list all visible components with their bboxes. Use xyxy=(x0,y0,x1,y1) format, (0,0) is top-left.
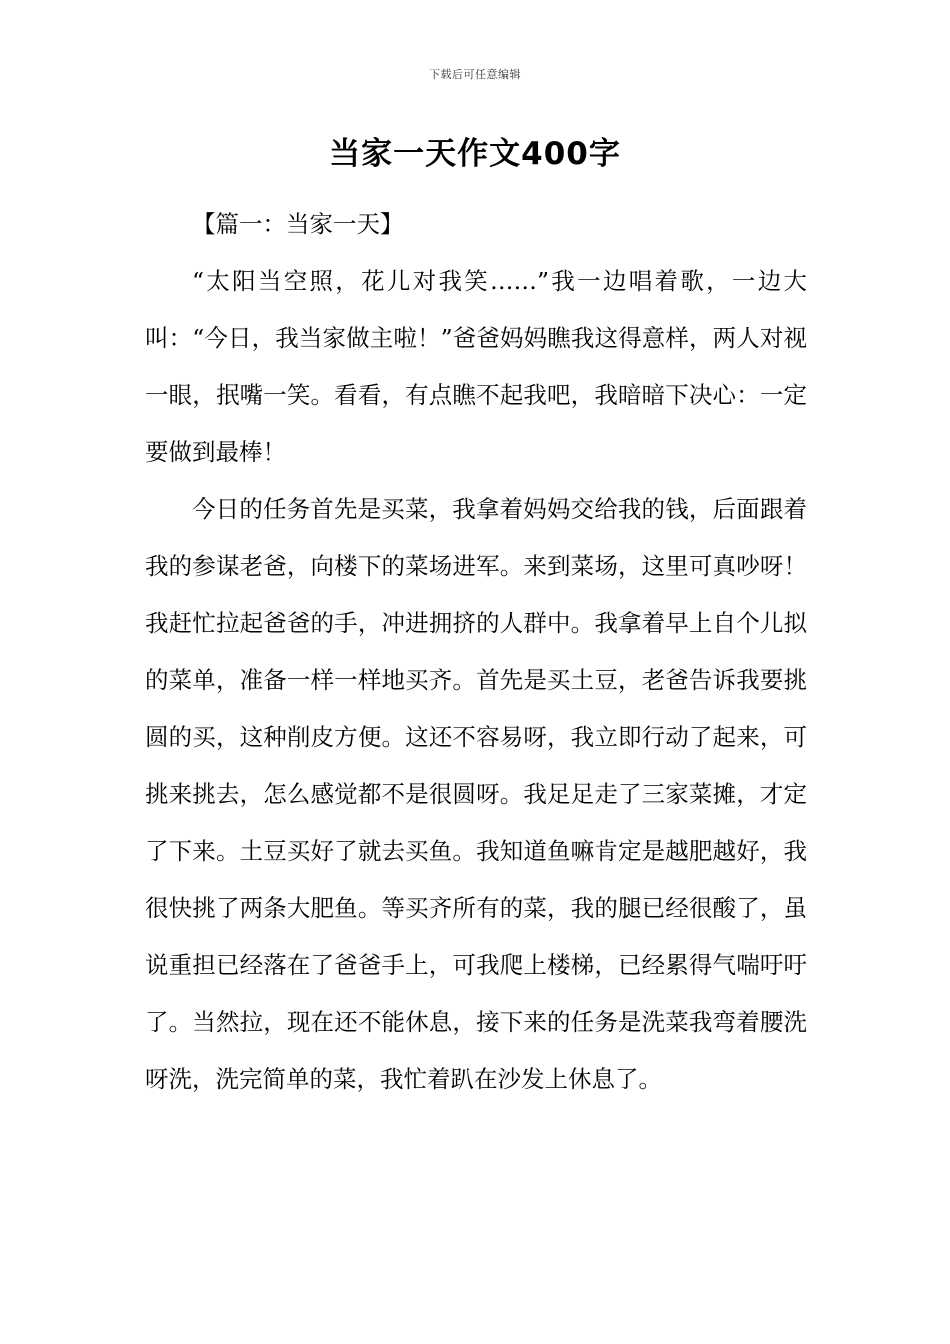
paragraph-2: 今日的任务首先是买菜，我拿着妈妈交给我的钱，后面跟着我的参谋老爸，向楼下的菜场进军。来到菜场，这里可真吵呀！我赶忙拉起爸爸的手，冲进拥挤的人群中。我拿着早上自个儿拟的菜单，准备一样一样地买齐。首先是买土豆，老爸告诉我要挑圆的买，这种削皮方便。这还不容易呀，我立即行动了起来，可挑来挑去，怎么感觉都不是很圆呀。我足足走了三家菜摊，才定了下来。土豆买好了就去买鱼。我知道鱼嘛肯定是越肥越好，我很快挑了两条大肥鱼。等买齐所有的菜，我的腿已经很酸了，虽说重担已经落在了爸爸手上，可我爬上楼梯，已经累得气喘吁吁了。当然拉，现在还不能休息，接下来的任务是洗菜我弯着腰洗呀洗，洗完简单的菜，我忙着趴在沙发上休息了。 xyxy=(145,495,807,1093)
header-note: 下载后可任意编辑 xyxy=(429,68,521,81)
document-title: 当家一天作文400字 xyxy=(329,136,621,172)
paragraph-1: “太阳当空照，花儿对我笑……”我一边唱着歌，一边大叫：“今日，我当家做主啦！”爸爸妈妈瞧我这得意样，两人对视一眼，抿嘴一笑。看看，有点瞧不起我吧，我暗暗下决心：一定要做到最棒！ xyxy=(145,267,807,466)
document-body xyxy=(145,196,807,1108)
section-heading: 【篇一：当家一天】 xyxy=(192,210,404,238)
